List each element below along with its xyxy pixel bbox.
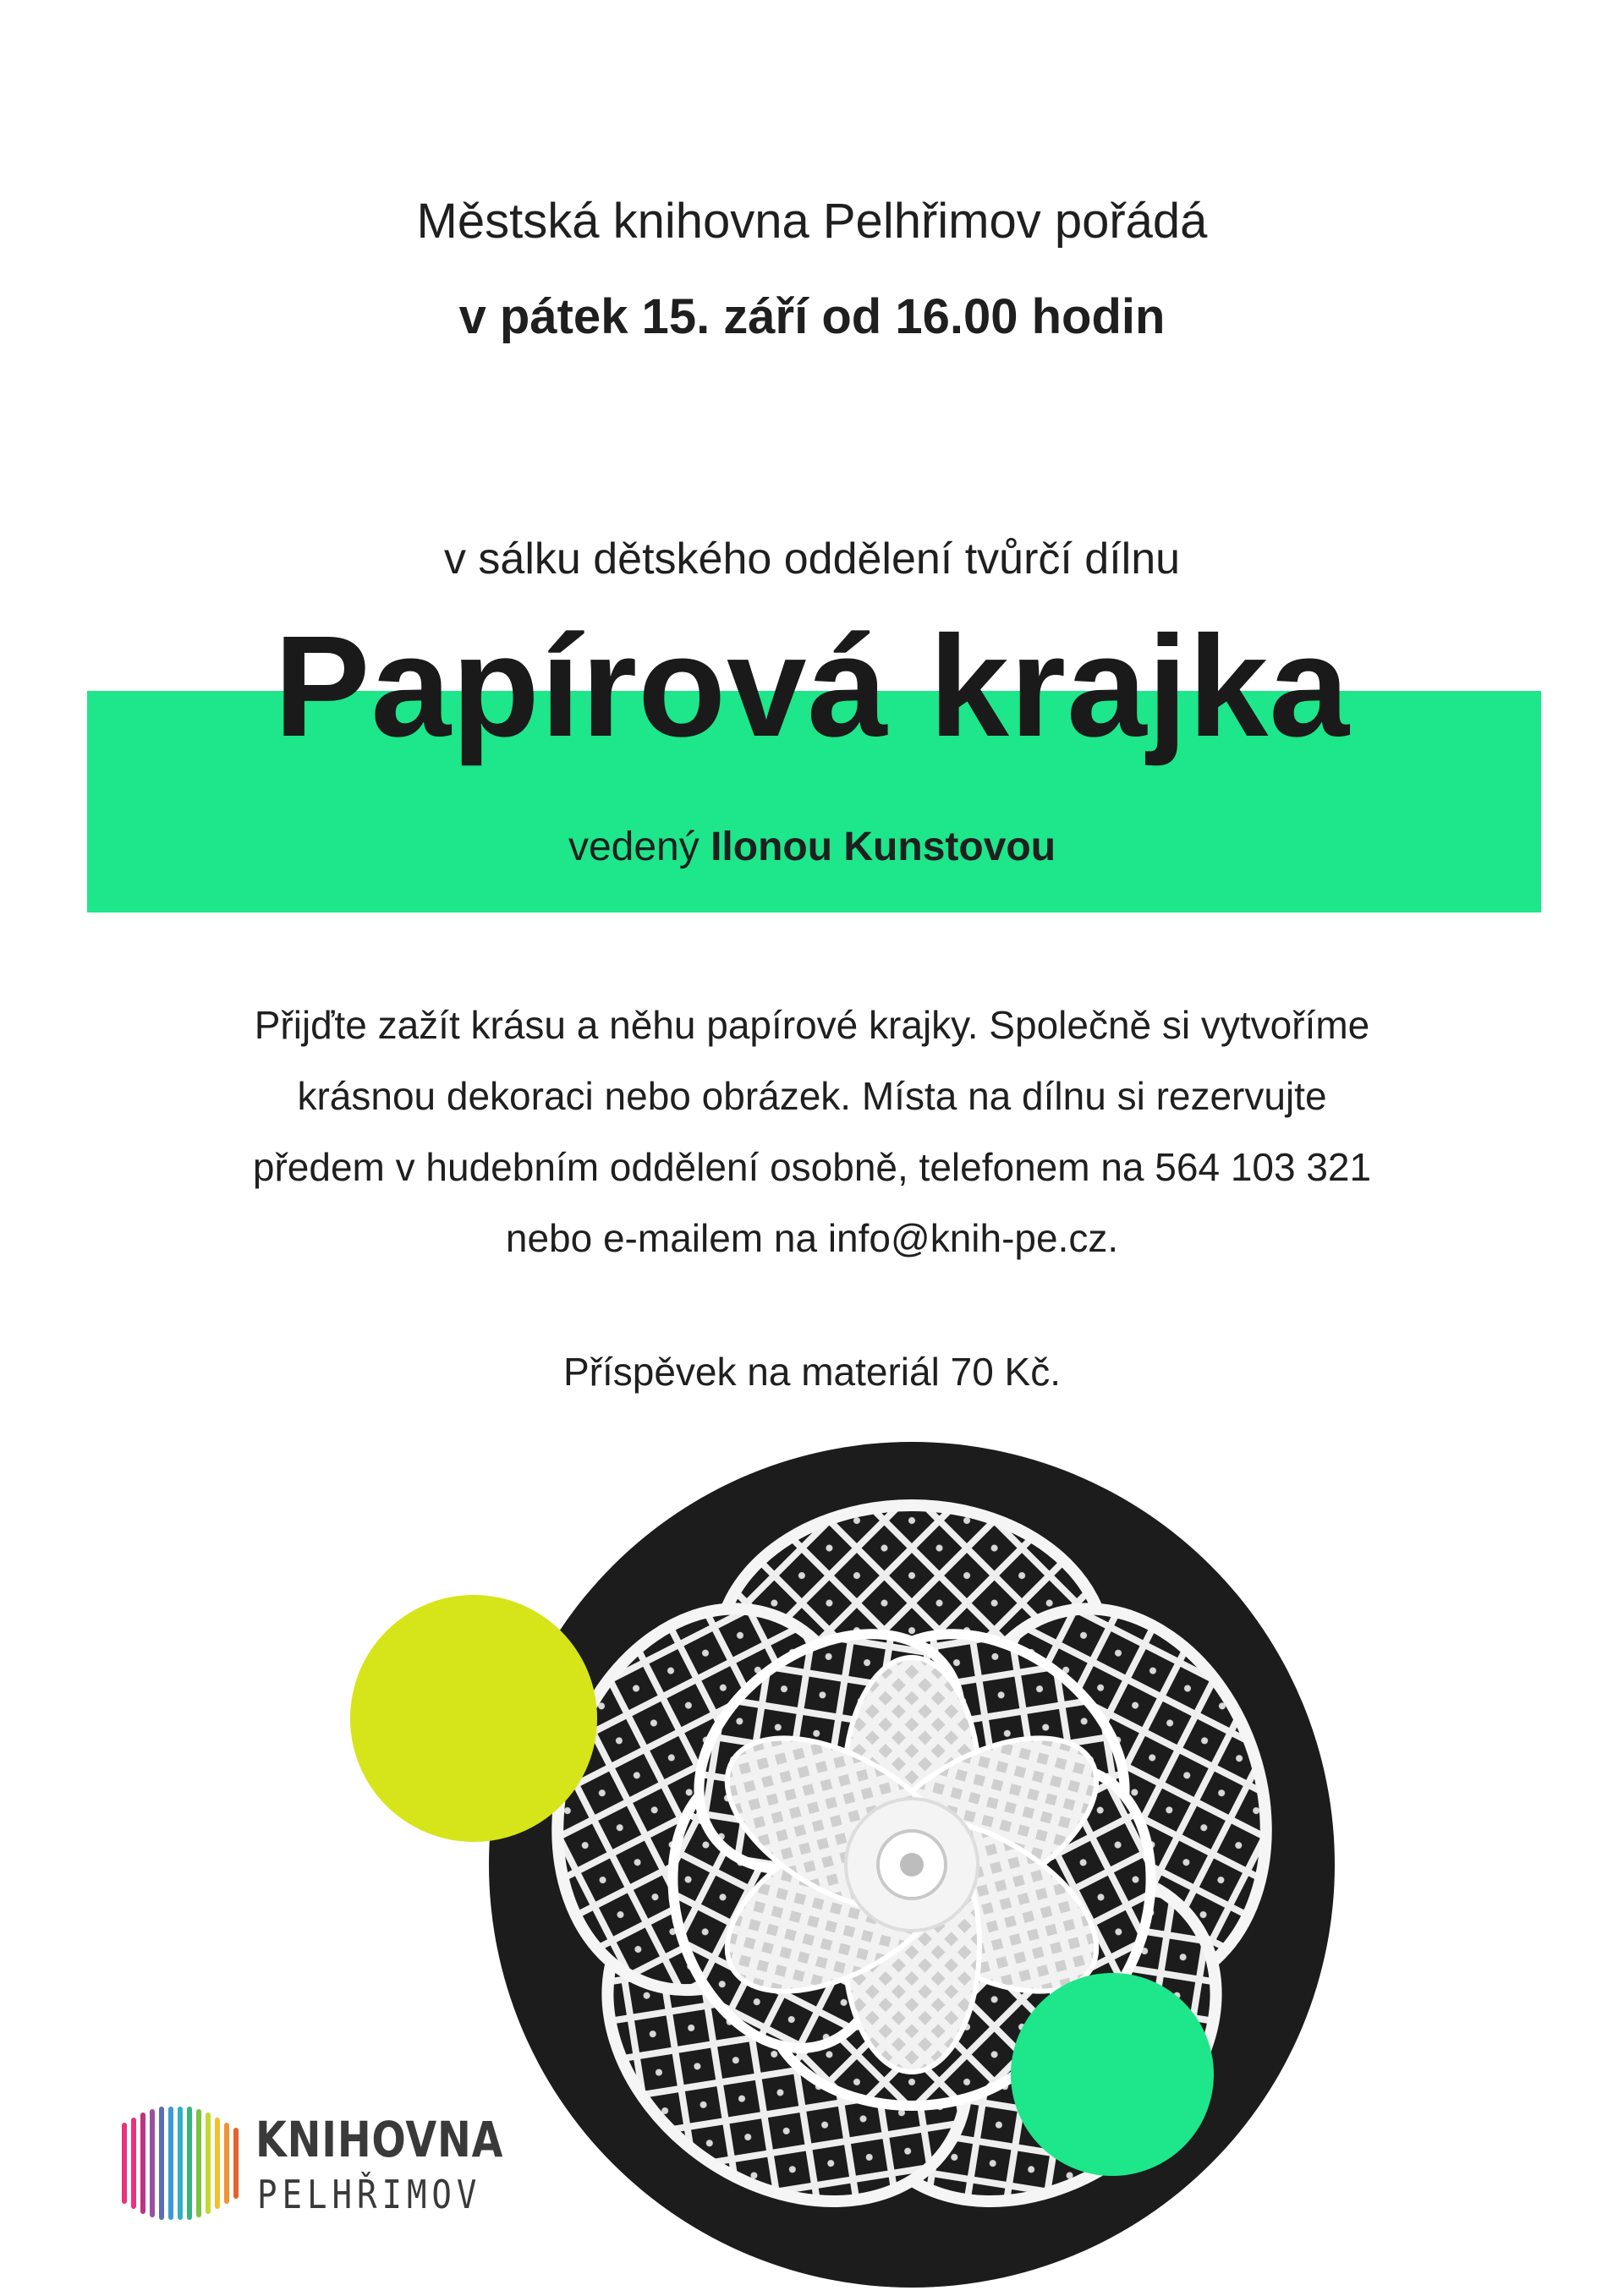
logo-bar xyxy=(196,2109,201,2217)
description-line: krásnou dekoraci nebo obrázek. Místa na dílnu si rezervujte xyxy=(297,1074,1327,1118)
logo-bar xyxy=(168,2107,173,2220)
instructor-name: Ilonou Kunstovou xyxy=(710,825,1056,869)
logo-bar xyxy=(140,2112,145,2214)
logo-bar xyxy=(122,2123,127,2204)
decorative-green-circle xyxy=(1011,1973,1214,2176)
library-logo xyxy=(120,2106,504,2224)
description-line: Přijďte zažít krásu a něhu papírové krajky. Společně si vytvoříme xyxy=(254,1003,1370,1047)
organizer-line xyxy=(0,188,1624,255)
led-by-line xyxy=(0,820,1624,874)
paper-lace-photo xyxy=(489,1442,1335,2288)
event-date: v pátek 15. září od 16.00 hodin xyxy=(458,289,1166,344)
description-line: nebo e-mailem na info@knih-pe.cz. xyxy=(505,1216,1119,1260)
library-logo-bars-icon xyxy=(120,2106,247,2221)
logo-bar xyxy=(178,2107,183,2220)
description-line: předem v hudebním oddělení osobně, telefonem na 564 103 321 xyxy=(252,1145,1372,1189)
event-description xyxy=(135,989,1489,1274)
logo-bar xyxy=(215,2118,220,2209)
material-fee: Příspěvek na materiál 70 Kč. xyxy=(562,1350,1062,1394)
logo-bar xyxy=(150,2109,155,2217)
logo-bar xyxy=(187,2107,192,2220)
logo-bar xyxy=(131,2118,136,2209)
led-by-prefix: vedený xyxy=(568,825,711,869)
organizer-text: Městská knihovna Pelhřimov pořádá xyxy=(416,194,1208,249)
logo-text-pelhrimov: PELHŘIMOV xyxy=(257,2172,482,2217)
logo-text-knihovna: KNIHOVNA xyxy=(255,2111,504,2168)
logo-bar xyxy=(159,2107,164,2220)
event-venue: v sálku dětského oddělení tvůrčí dílnu xyxy=(443,534,1181,584)
logo-bar xyxy=(233,2128,239,2199)
event-title: Papírová krajka xyxy=(274,606,1350,767)
paper-lace-flower-illustration xyxy=(489,1442,1335,2288)
logo-bar xyxy=(224,2123,229,2204)
decorative-yellow-circle xyxy=(350,1595,597,1842)
logo-bar xyxy=(206,2112,211,2214)
